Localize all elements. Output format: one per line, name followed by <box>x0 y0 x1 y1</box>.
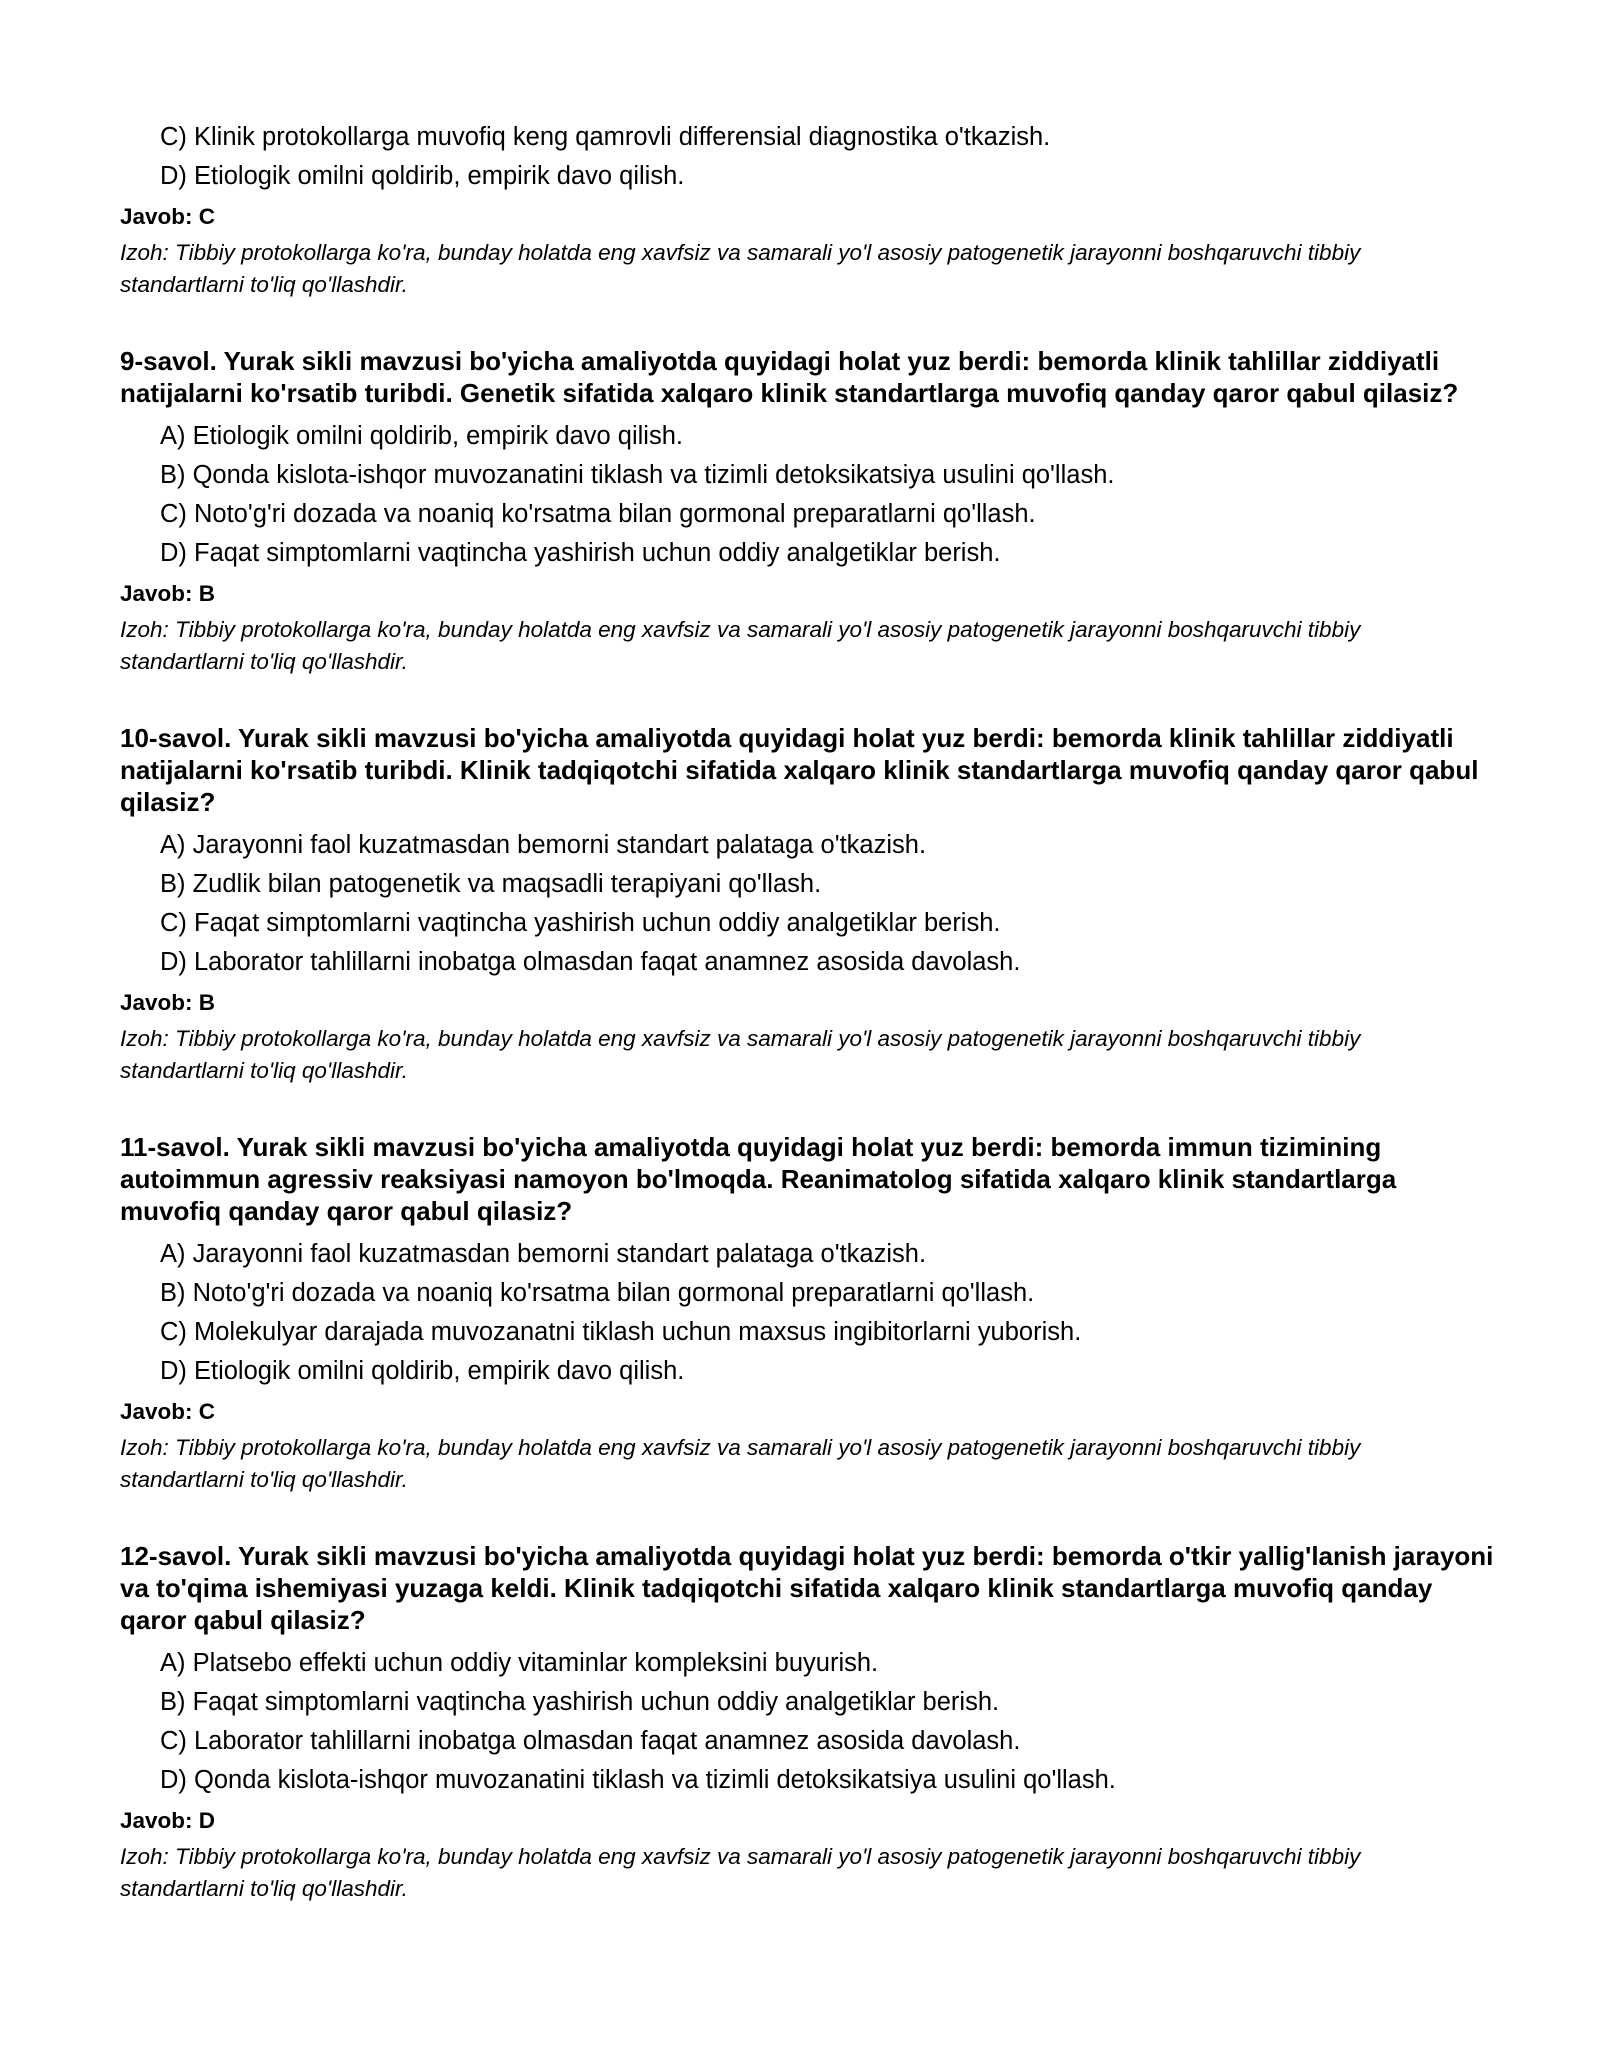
answer-label: Javob: B <box>120 581 216 606</box>
option-b: B) Noto'g'ri dozada va noaniq ko'rsatma bilan gormonal preparatlarni qo'llash. <box>160 1279 1035 1307</box>
question-text: 12-savol. Yurak sikli mavzusi bo'yicha amaliyotda quyidagi holat yuz berdi: bemorda o'tkir yallig'lanish jarayoni va to'qima ishemiyasi yuzaga keldi. Klinik tadqiqotchi sifatida xalqaro klinik standartlarga muvofiq qanday qaror qabul qilasiz? <box>120 1541 1494 1635</box>
explanation-note: Izoh: Tibbiy protokollarga ko'ra, bunday holatda eng xavfsiz va samarali yo'l asosiy patogenetik jarayonni boshqaruvchi tibbiy standartlarni to'liq qo'llashdir. <box>120 1844 1361 1901</box>
option-d: D) Laborator tahlillarni inobatga olmasdan faqat anamnez asosida davolash. <box>160 948 1021 976</box>
explanation-note: Izoh: Tibbiy protokollarga ko'ra, bunday holatda eng xavfsiz va samarali yo'l asosiy patogenetik jarayonni boshqaruvchi tibbiy standartlarni to'liq qo'llashdir. <box>120 240 1361 297</box>
answer-label: Javob: C <box>120 1399 216 1424</box>
option-d: D) Etiologik omilni qoldirib, empirik davo qilish. <box>160 1357 685 1385</box>
document-page <box>120 118 1500 1905</box>
option-c: C) Laborator tahlillarni inobatga olmasdan faqat anamnez asosida davolash. <box>160 1727 1021 1755</box>
explanation-note: Izoh: Tibbiy protokollarga ko'ra, bunday holatda eng xavfsiz va samarali yo'l asosiy patogenetik jarayonni boshqaruvchi tibbiy standartlarni to'liq qo'llashdir. <box>120 1026 1361 1083</box>
option-c: C) Klinik protokollarga muvofiq keng qamrovli differensial diagnostika o'tkazish. <box>160 123 1051 151</box>
option-d: D) Etiologik omilni qoldirib, empirik davo qilish. <box>160 162 685 190</box>
option-d: D) Qonda kislota-ishqor muvozanatini tiklash va tizimli detoksikatsiya usulini qo'llash. <box>160 1766 1116 1794</box>
question-10 <box>120 722 1500 1087</box>
option-a: A) Etiologik omilni qoldirib, empirik davo qilish. <box>160 422 683 450</box>
option-c: C) Faqat simptomlarni vaqtincha yashirish uchun oddiy analgetiklar berish. <box>160 909 1001 937</box>
option-a: A) Jarayonni faol kuzatmasdan bemorni standart palataga o'tkazish. <box>160 1240 927 1268</box>
option-d: D) Faqat simptomlarni vaqtincha yashirish uchun oddiy analgetiklar berish. <box>160 539 1001 567</box>
question-11 <box>120 1131 1500 1496</box>
option-b: B) Faqat simptomlarni vaqtincha yashirish uchun oddiy analgetiklar berish. <box>160 1688 1000 1716</box>
option-b: B) Qonda kislota-ishqor muvozanatini tiklash va tizimli detoksikatsiya usulini qo'llash. <box>160 461 1115 489</box>
option-a: A) Jarayonni faol kuzatmasdan bemorni standart palataga o'tkazish. <box>160 831 927 859</box>
answer-label: Javob: D <box>120 1808 216 1833</box>
question-text: 11-savol. Yurak sikli mavzusi bo'yicha amaliyotda quyidagi holat yuz berdi: bemorda immun tizimining autoimmun agressiv reaksiyasi namoyon bo'lmoqda. Reanimatolog sifatida xalqaro klinik standartlarga muvofiq qanday qaror qabul qilasiz? <box>120 1132 1397 1226</box>
continued-question <box>120 118 1500 301</box>
explanation-note: Izoh: Tibbiy protokollarga ko'ra, bunday holatda eng xavfsiz va samarali yo'l asosiy patogenetik jarayonni boshqaruvchi tibbiy standartlarni to'liq qo'llashdir. <box>120 1435 1361 1492</box>
option-c: C) Molekulyar darajada muvozanatni tiklash uchun maxsus ingibitorlarni yuborish. <box>160 1318 1082 1346</box>
explanation-note: Izoh: Tibbiy protokollarga ko'ra, bunday holatda eng xavfsiz va samarali yo'l asosiy patogenetik jarayonni boshqaruvchi tibbiy standartlarni to'liq qo'llashdir. <box>120 617 1361 674</box>
question-12 <box>120 1540 1500 1905</box>
answer-label: Javob: B <box>120 990 216 1015</box>
question-9 <box>120 345 1500 678</box>
question-text: 10-savol. Yurak sikli mavzusi bo'yicha amaliyotda quyidagi holat yuz berdi: bemorda klinik tahlillar ziddiyatli natijalarni ko'rsatib turibdi. Klinik tadqiqotchi sifatida xalqaro klinik standartlarga muvofiq qanday qaror qabul qilasiz? <box>120 723 1479 817</box>
option-b: B) Zudlik bilan patogenetik va maqsadli terapiyani qo'llash. <box>160 870 822 898</box>
option-a: A) Platsebo effekti uchun oddiy vitaminlar kompleksini buyurish. <box>160 1649 879 1677</box>
answer-label: Javob: C <box>120 204 216 229</box>
question-text: 9-savol. Yurak sikli mavzusi bo'yicha amaliyotda quyidagi holat yuz berdi: bemorda klinik tahlillar ziddiyatli natijalarni ko'rsatib turibdi. Genetik sifatida xalqaro klinik standartlarga muvofiq qanday qaror qabul qilasiz? <box>120 346 1459 408</box>
option-c: C) Noto'g'ri dozada va noaniq ko'rsatma bilan gormonal preparatlarni qo'llash. <box>160 500 1036 528</box>
